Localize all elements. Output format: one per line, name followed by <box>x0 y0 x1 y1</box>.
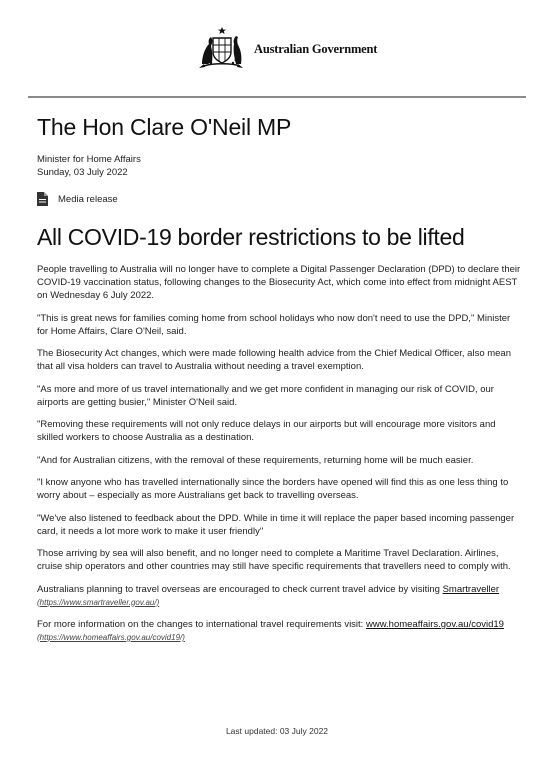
article-paragraph: "I know anyone who has travelled internationally since the borders have opened will find this as one less thing to worry about – especially as more Australians get back to travelling overseas. <box>37 477 509 501</box>
article-paragraph: People travelling to Australia will no longer have to complete a Digital Passenger Declaration (DPD) to declare their COVID-19 vaccination status, following changes to the Biosecurity Act, which come into effect from midnight AEST on Wednesday 6 July 2022. <box>37 264 521 301</box>
smartraveller-text: Australians planning to travel overseas are encouraged to check current travel advice by visiting <box>37 583 443 595</box>
site-header <box>0 22 554 74</box>
article-title: All COVID-19 border restrictions to be lifted <box>37 224 465 250</box>
smartraveller-paragraph <box>37 583 523 609</box>
more-info-paragraph <box>37 618 523 644</box>
media-label: Media release <box>58 193 118 205</box>
government-name: Australian Government <box>254 42 378 56</box>
homeaffairs-covid19-link[interactable]: www.homeaffairs.gov.au/covid19 <box>365 619 504 630</box>
document-icon <box>37 192 48 206</box>
smartraveller-link[interactable]: Smartraveller <box>442 583 500 595</box>
homeaffairs-covid19-url[interactable]: (https://www.homeaffairs.gov.au/covid19/) <box>37 633 185 642</box>
release-meta <box>37 153 141 179</box>
article-paragraph: "And for Australian citizens, with the removal of these requirements, returning home will be much easier. <box>37 454 474 466</box>
more-info-text: For more information on the changes to international travel requirements visit: <box>37 619 366 630</box>
article-paragraph: "This is great news for families coming home from school holidays who now don't need to use the DPD," Minister for Home Affairs, Clare O'Neil, said. <box>37 312 511 337</box>
commonwealth-coat-of-arms-icon <box>196 26 248 70</box>
last-updated: Last updated: 03 July 2022 <box>225 726 329 736</box>
article-paragraph: "Removing these requirements will not only reduce delays in our airports but will encourage more visitors and skilled workers to choose Australia as a destination. <box>37 419 496 443</box>
header-divider <box>28 96 526 98</box>
article-paragraph: "We've also listened to feedback about the DPD. While in time it will replace the paper based incoming passenger card, it needs a lot more work to make it user friendly" <box>37 512 515 537</box>
minister-role: Minister for Home Affairs <box>37 154 141 165</box>
article-paragraph: Those arriving by sea will also benefit, and no longer need to complete a Maritime Travel Declaration. Airlines, cruise ship operators and other countries may still have specific requirements that travellers need to comply with. <box>37 548 511 572</box>
release-date: Sunday, 03 July 2022 <box>37 167 128 178</box>
article-paragraph: The Biosecurity Act changes, which were made following health advice from the Chief Medical Officer, also mean that all visa holders can travel to Australia without needing a travel exemption. <box>37 348 512 372</box>
article-body <box>37 263 523 654</box>
media-type <box>37 191 118 207</box>
article-paragraph: "As more and more of us travel internationally and we get more confident in managing our risk of COVID, our airports are getting busier," Minister O'Neil said. <box>37 383 494 408</box>
smartraveller-url[interactable]: (https://www.smartraveller.gov.au/) <box>37 597 160 607</box>
minister-name: The Hon Clare O'Neil MP <box>37 114 292 140</box>
